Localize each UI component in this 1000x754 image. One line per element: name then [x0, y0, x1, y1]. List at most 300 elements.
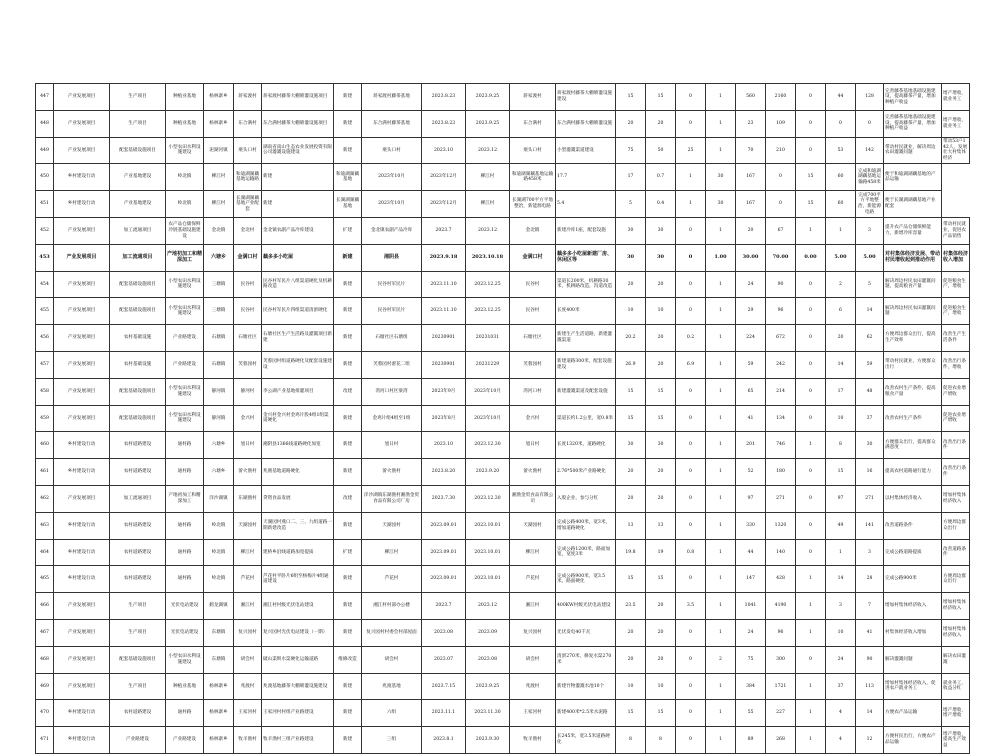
- table-cell: 0: [796, 459, 826, 486]
- table-cell: 金鸡片组4组至1组: [362, 405, 422, 432]
- table-cell: 2023.9.20: [466, 459, 510, 486]
- table-cell: 产地初加工和精深加工: [166, 244, 204, 271]
- table-cell: 70.00: [766, 244, 796, 271]
- table-cell: 463: [36, 512, 54, 539]
- table-cell: 2023年12月: [422, 191, 466, 218]
- table-cell: 460: [36, 432, 54, 459]
- table-cell: 小型农田水利设施建设: [166, 271, 204, 298]
- table-cell: 蒋家渡村藤茶基地: [362, 84, 422, 111]
- table-cell: 金北镇: [510, 217, 556, 244]
- table-cell: 140: [766, 539, 796, 566]
- table-cell: 0: [796, 351, 826, 378]
- table-cell: 59: [736, 351, 766, 378]
- table-cell: 复兴园村: [234, 619, 262, 646]
- table-cell: 杨林寨乡: [204, 84, 234, 111]
- table-cell: 2023.11.30: [466, 700, 510, 727]
- table-row: [36, 539, 970, 566]
- table-cell: 方便周边群众出行，提高生产效率: [884, 325, 942, 352]
- table-cell: 2023年10月: [362, 191, 422, 218]
- table-cell: 产业发展项目: [54, 325, 110, 352]
- table-cell: 王家河村: [510, 700, 556, 727]
- table-cell: 2023.09.01: [422, 512, 466, 539]
- table-cell: 0: [676, 298, 706, 325]
- table-cell: 栗头口村: [234, 137, 262, 164]
- table-cell: 完成公路900米，宽3.5米，路面硬化: [556, 566, 616, 593]
- table-cell: 20: [646, 325, 676, 352]
- table-cell: 扩建: [334, 217, 362, 244]
- table-cell: 0.4: [646, 191, 676, 218]
- table-cell: 产业基地建设: [110, 191, 166, 218]
- table-cell: 1: [796, 593, 826, 620]
- table-cell: 0: [676, 271, 706, 298]
- table-cell: 产业发展项目: [54, 217, 110, 244]
- table-cell: 1: [796, 432, 826, 459]
- table-cell: 454: [36, 271, 54, 298]
- table-cell: 75: [616, 137, 646, 164]
- table-cell: 2023.10.01: [466, 539, 510, 566]
- table-cell: 55: [736, 700, 766, 727]
- table-cell: 三塘镇: [204, 271, 234, 298]
- table-cell: 产业发展项目: [54, 298, 110, 325]
- table-cell: 金北镇: [204, 217, 234, 244]
- table-cell: 1: [706, 485, 736, 512]
- table-cell: 2023.9.25: [466, 84, 510, 111]
- table-cell: 生产项目: [110, 84, 166, 111]
- table-cell: 牧羊渔村: [234, 727, 262, 754]
- table-cell: 新建: [334, 325, 362, 352]
- table-cell: 产业发展项目: [54, 593, 110, 620]
- table-cell: 带动村民就业，方便群众出行: [884, 351, 942, 378]
- table-cell: 20: [616, 485, 646, 512]
- table-cell: 24: [736, 271, 766, 298]
- table-cell: 新建冷库1座，配套设施: [556, 217, 616, 244]
- table-cell: 兆渡村: [510, 673, 556, 700]
- table-cell: 新建: [334, 271, 362, 298]
- table-cell: 60: [826, 164, 856, 191]
- table-cell: 1: [706, 700, 736, 727]
- table-cell: 0: [676, 459, 706, 486]
- table-cell: 方便群众出行，提高群众满意度: [884, 432, 942, 459]
- table-cell: 3: [826, 593, 856, 620]
- table-cell: 芙蓉园村: [234, 351, 262, 378]
- table-cell: 2: [706, 646, 736, 673]
- table-cell: 1: [706, 271, 736, 298]
- table-cell: 便于长湖湖湖藕基地产业配套: [884, 191, 942, 218]
- table-cell: 东塘镇: [204, 619, 234, 646]
- table-cell: 完成公路400米，宽3米，增加道路硬化: [556, 512, 616, 539]
- table-cell: 配套基础设施项目: [110, 646, 166, 673]
- table-cell: 长度400米: [556, 298, 616, 325]
- table-cell: 2.76*500米产业路硬化: [556, 459, 616, 486]
- table-cell: 光伏发电40千瓦: [556, 619, 616, 646]
- table-cell: 2023年10月: [466, 378, 510, 405]
- table-row: [36, 673, 970, 700]
- table-cell: 新建: [334, 512, 362, 539]
- table-cell: 2023.10: [422, 137, 466, 164]
- table-cell: 0: [826, 110, 856, 137]
- table-cell: 0: [676, 512, 706, 539]
- table-cell: 4190: [766, 593, 796, 620]
- table-cell: 14: [826, 566, 856, 593]
- table-cell: 14: [856, 298, 884, 325]
- table-cell: 解决周边村民农田灌溉问题，提高粮食产量: [884, 271, 942, 298]
- table-cell: 2023.12: [466, 137, 510, 164]
- table-row: [36, 459, 970, 486]
- table-cell: 产业发展项目: [54, 110, 110, 137]
- table-cell: 20: [646, 271, 676, 298]
- table-cell: 杨林寨乡: [204, 727, 234, 754]
- table-row: [36, 405, 970, 432]
- table-cell: 13: [646, 512, 676, 539]
- table-cell: 1: [796, 566, 826, 593]
- table-cell: 30: [706, 164, 736, 191]
- table-cell: 2023.7: [422, 217, 466, 244]
- table-cell: 2023.11.10: [422, 298, 466, 325]
- table-cell: 加工流通项目: [110, 485, 166, 512]
- table-cell: 产业发展项目: [54, 673, 110, 700]
- table-cell: 8: [826, 432, 856, 459]
- table-cell: 产业发展项目: [54, 351, 110, 378]
- table-cell: 农村道路建设: [110, 432, 166, 459]
- table-cell: 湘江村: [234, 593, 262, 620]
- table-cell: 2023.7.30: [422, 485, 466, 512]
- table-cell: 胡会村: [362, 646, 422, 673]
- table-cell: 0: [676, 700, 706, 727]
- table-cell: 41: [736, 405, 766, 432]
- table-cell: 新建: [334, 700, 362, 727]
- table-cell: 0: [796, 539, 826, 566]
- table-cell: 小型农田水利设施建设: [166, 405, 204, 432]
- table-cell: 岭北镇: [204, 512, 234, 539]
- table-cell: 产业发展项目: [54, 405, 110, 432]
- table-cell: 167: [736, 191, 766, 218]
- table-cell: 0: [676, 619, 706, 646]
- table-cell: 改建: [334, 378, 362, 405]
- table-cell: 96: [766, 298, 796, 325]
- table-cell: 产业路建设: [166, 727, 204, 754]
- table-cell: 15: [616, 566, 646, 593]
- table-cell: 2023.12.25: [466, 271, 510, 298]
- table-cell: 1: [706, 217, 736, 244]
- table-cell: 20: [646, 593, 676, 620]
- table-cell: 对村集体经济发展、带动村民增收起到推动作用: [884, 244, 942, 271]
- table-cell: 0: [676, 110, 706, 137]
- table-cell: 20: [826, 325, 856, 352]
- table-cell: 岭北镇: [166, 191, 204, 218]
- table-cell: 52: [736, 459, 766, 486]
- table-cell: 2023.12.30: [466, 485, 510, 512]
- table-cell: 30: [646, 244, 676, 271]
- table-cell: 柳江村: [362, 539, 422, 566]
- table-cell: 长湖湖700平方平地整治，新能源电路: [510, 191, 556, 218]
- table-cell: 2023.8.1: [422, 727, 466, 754]
- table-cell: 农村基础设施: [110, 325, 166, 352]
- table-cell: 10: [646, 673, 676, 700]
- table-cell: 芦花村: [362, 566, 422, 593]
- table-cell: 通村路: [166, 432, 204, 459]
- table-cell: 村集体经济收入增加: [942, 244, 970, 271]
- table-cell: 447: [36, 84, 54, 111]
- table-cell: 光伏电站建设: [166, 593, 204, 620]
- table-cell: 改善出行条件: [942, 459, 970, 486]
- table-cell: 破山渠圳水渠硬化运输道路: [262, 646, 334, 673]
- table-cell: 400KW村级光伏电站建设: [556, 593, 616, 620]
- table-cell: 和迪湖湖藕基地: [334, 164, 362, 191]
- table-cell: 2023.10: [422, 432, 466, 459]
- table-cell: 蕾火渔村: [510, 459, 556, 486]
- table-cell: 1: [706, 512, 736, 539]
- table-cell: 14: [826, 351, 856, 378]
- table-cell: 种植业基地: [166, 84, 204, 111]
- table-cell: 2023.10.18: [466, 244, 510, 271]
- table-row: [36, 137, 970, 164]
- table-cell: 242: [766, 351, 796, 378]
- table-cell: 新建: [334, 459, 362, 486]
- table-cell: 0: [796, 405, 826, 432]
- table-cell: 20: [646, 485, 676, 512]
- table-cell: 30: [646, 217, 676, 244]
- table-cell: 蒋家渡村藤茶大棚喷灌设施项目: [262, 84, 334, 111]
- table-cell: 通村路: [166, 512, 204, 539]
- table-cell: 560: [736, 84, 766, 111]
- table-cell: 3: [856, 217, 884, 244]
- table-cell: 30: [856, 432, 884, 459]
- table-cell: 29: [736, 298, 766, 325]
- table-cell: 330: [736, 512, 766, 539]
- table-cell: 湘江村村级光伏电站建设: [262, 593, 334, 620]
- table-row: [36, 84, 970, 111]
- table-cell: 15: [796, 164, 826, 191]
- table-cell: 2023.8.23: [422, 84, 466, 111]
- table-cell: 新建: [262, 191, 334, 218]
- table-cell: 产业发展项目: [54, 378, 110, 405]
- table-cell: 7: [856, 593, 884, 620]
- table-cell: 1: [706, 137, 736, 164]
- table-cell: 37: [826, 673, 856, 700]
- table-cell: 长湖湖湖藕基地: [334, 191, 362, 218]
- table-cell: 金兴村: [510, 405, 556, 432]
- table-cell: 1: [826, 539, 856, 566]
- table-cell: 23: [736, 110, 766, 137]
- table-cell: 完成和迪湖湖藕基地运输路458米: [856, 164, 884, 191]
- table-cell: 0: [796, 646, 826, 673]
- table-cell: 泥湖河镇: [204, 137, 234, 164]
- table-cell: 17.7: [556, 164, 616, 191]
- table-cell: 贷资食品发展: [262, 485, 334, 512]
- table-cell: 214: [766, 378, 796, 405]
- table-cell: 30.00: [736, 244, 766, 271]
- table-cell: 增产增收，增产增收: [942, 700, 970, 727]
- table-cell: 24: [826, 646, 856, 673]
- table-cell: 促进农业增产增收: [942, 405, 970, 432]
- table-cell: 2023.7.15: [422, 673, 466, 700]
- table-cell: 芦花村平卧片6组至杨梅片4组通道建设: [262, 566, 334, 593]
- table-cell: 0: [676, 485, 706, 512]
- table-cell: 0: [796, 137, 826, 164]
- table-row: [36, 646, 970, 673]
- table-cell: 96: [766, 619, 796, 646]
- table-cell: 0: [676, 673, 706, 700]
- table-row: [36, 485, 970, 512]
- table-cell: 452: [36, 217, 54, 244]
- table-cell: 20231229: [466, 351, 510, 378]
- table-cell: 种植业基地: [166, 673, 204, 700]
- table-cell: 2023.12.30: [466, 432, 510, 459]
- table-cell: 入股企业，参与分红: [556, 485, 616, 512]
- table-cell: 97: [736, 485, 766, 512]
- table-cell: 1320: [766, 512, 796, 539]
- table-cell: 0.8: [676, 539, 706, 566]
- table-cell: 2023.09.01: [422, 539, 466, 566]
- table-cell: 东合满村藤茶基地: [362, 110, 422, 137]
- table-cell: 2023年9月: [422, 378, 466, 405]
- table-cell: 产业发展项目: [54, 485, 110, 512]
- table-cell: 1: [676, 164, 706, 191]
- table-cell: 完成公路道路提质: [884, 539, 942, 566]
- table-cell: 促进农业增产增收: [942, 378, 970, 405]
- table-cell: 旭日村: [510, 432, 556, 459]
- table-cell: 1: [796, 619, 826, 646]
- table-cell: 新建: [334, 566, 362, 593]
- table-cell: 新建: [334, 84, 362, 111]
- table-cell: 金北镇农副产品冷库建设: [262, 217, 334, 244]
- table-cell: 农村道路建设: [110, 700, 166, 727]
- table-cell: 19.8: [616, 539, 646, 566]
- table-cell: 15: [646, 378, 676, 405]
- table-cell: 30: [616, 244, 646, 271]
- table-cell: 15: [646, 566, 676, 593]
- table-row: [36, 566, 970, 593]
- table-cell: 解决农田灌溉: [942, 646, 970, 673]
- table-cell: 2023.9.30: [466, 727, 510, 754]
- table-cell: 完成公路1200米，路面加宽，宽度3米: [556, 539, 616, 566]
- table-cell: 天湖园村: [510, 512, 556, 539]
- table-cell: 26.9: [616, 351, 646, 378]
- table-cell: 渠道长约1.2公里，宽0.8米: [556, 405, 616, 432]
- table-cell: 金满口村: [234, 244, 262, 271]
- table-cell: 乡村建设行动: [54, 512, 110, 539]
- table-cell: 增加村集体经济收入，促进农户就业务工: [884, 673, 942, 700]
- table-cell: 小型农田水利设施建设: [166, 378, 204, 405]
- table-cell: 0: [796, 512, 826, 539]
- table-cell: 2023.9.18: [422, 244, 466, 271]
- table-cell: 75: [736, 646, 766, 673]
- table-cell: 复兴园村: [510, 619, 556, 646]
- table-cell: 2160: [766, 84, 796, 111]
- table-row: [36, 298, 970, 325]
- table-cell: 6: [826, 298, 856, 325]
- table-cell: 0: [676, 405, 706, 432]
- table-cell: 1: [796, 673, 826, 700]
- table-cell: 生产项目: [110, 593, 166, 620]
- table-cell: 20: [616, 619, 646, 646]
- table-cell: 解决灌溉问题: [884, 646, 942, 673]
- table-cell: 0: [676, 244, 706, 271]
- table-cell: 0: [796, 271, 826, 298]
- table-cell: 东合满村藤茶大棚喷灌设施: [556, 110, 616, 137]
- table-cell: 方便周边群众出行: [942, 512, 970, 539]
- table-cell: 新建: [262, 164, 334, 191]
- table-cell: 455: [36, 298, 54, 325]
- table-cell: 13: [616, 512, 646, 539]
- table-cell: 15: [646, 700, 676, 727]
- table-cell: 224: [736, 325, 766, 352]
- table-cell: 30: [616, 217, 646, 244]
- table-cell: 石塘社区生产生活路及灌溉项目新建: [262, 325, 334, 352]
- table-cell: 37: [856, 405, 884, 432]
- table-cell: 解决周边村民农田灌溉问题: [884, 298, 942, 325]
- table-cell: 0: [676, 432, 706, 459]
- table-cell: 456: [36, 325, 54, 352]
- table-row: [36, 191, 970, 218]
- table-cell: 改善出行条件: [942, 432, 970, 459]
- table-cell: 134: [766, 405, 796, 432]
- table-cell: 扩建: [334, 539, 362, 566]
- table-cell: 和迪湖湖藕基地运输路: [234, 164, 262, 191]
- table-cell: 10: [616, 673, 646, 700]
- table-cell: 完成公路900米: [884, 566, 942, 593]
- table-cell: 12: [856, 727, 884, 754]
- table-cell: 新建: [334, 405, 362, 432]
- table-cell: 1: [706, 110, 736, 137]
- table-cell: 201: [736, 432, 766, 459]
- table-cell: 1.00: [706, 244, 736, 271]
- table-cell: 改善生产生活条件: [942, 325, 970, 352]
- table-cell: 464: [36, 539, 54, 566]
- table-cell: 产地初加工和精深加工: [166, 485, 204, 512]
- table-cell: 增加村集体经济收入: [942, 593, 970, 620]
- table-cell: 300: [766, 646, 796, 673]
- table-cell: 3: [856, 539, 884, 566]
- table-cell: 70: [736, 137, 766, 164]
- table-cell: 农产品仓储保鲜冷链基础设施建设: [166, 217, 204, 244]
- table-cell: 6.9: [676, 351, 706, 378]
- table-cell: 2023.7: [422, 593, 466, 620]
- table-cell: 改善道路条件: [884, 512, 942, 539]
- table-cell: 兆渔基地道路硬化: [262, 459, 334, 486]
- table-cell: 1: [706, 727, 736, 754]
- table-cell: 民谷村军民片: [362, 271, 422, 298]
- table-cell: 湘江村村部办公楼: [362, 593, 422, 620]
- table-cell: 藕多多小吃屋新建厂房、休闲区等: [556, 244, 616, 271]
- table-cell: 石塘社区: [510, 325, 556, 352]
- table-cell: 1: [706, 539, 736, 566]
- table-cell: 67: [766, 217, 796, 244]
- table-cell: 25: [676, 137, 706, 164]
- table-cell: 1: [706, 298, 736, 325]
- table-cell: 金兴村金兴村金鸡片股4组1组渠道硬化: [262, 405, 334, 432]
- table-cell: 0: [766, 164, 796, 191]
- table-cell: 451: [36, 191, 54, 218]
- table-cell: 新建: [334, 727, 362, 754]
- table-cell: 蒋家渡村: [234, 84, 262, 111]
- table-cell: 静河镇: [204, 378, 234, 405]
- table-cell: 湾河口村: [510, 378, 556, 405]
- table-cell: 带动村民就业，解决周边农田灌溉问题: [884, 137, 942, 164]
- table-cell: 0: [796, 325, 826, 352]
- table-cell: 建桥乡沿线道路加宽提质: [262, 539, 334, 566]
- table-cell: 鹤龙湖镇: [204, 593, 234, 620]
- table-cell: 450: [36, 164, 54, 191]
- table-row: [36, 727, 970, 754]
- table-cell: 268: [766, 727, 796, 754]
- table-cell: 维修改造: [334, 646, 362, 673]
- table-cell: 石塘社区石塘组: [362, 325, 422, 352]
- table-cell: 三组: [362, 727, 422, 754]
- table-cell: 141: [856, 512, 884, 539]
- table-cell: 蕾火渔村: [362, 459, 422, 486]
- table-cell: 1041: [736, 593, 766, 620]
